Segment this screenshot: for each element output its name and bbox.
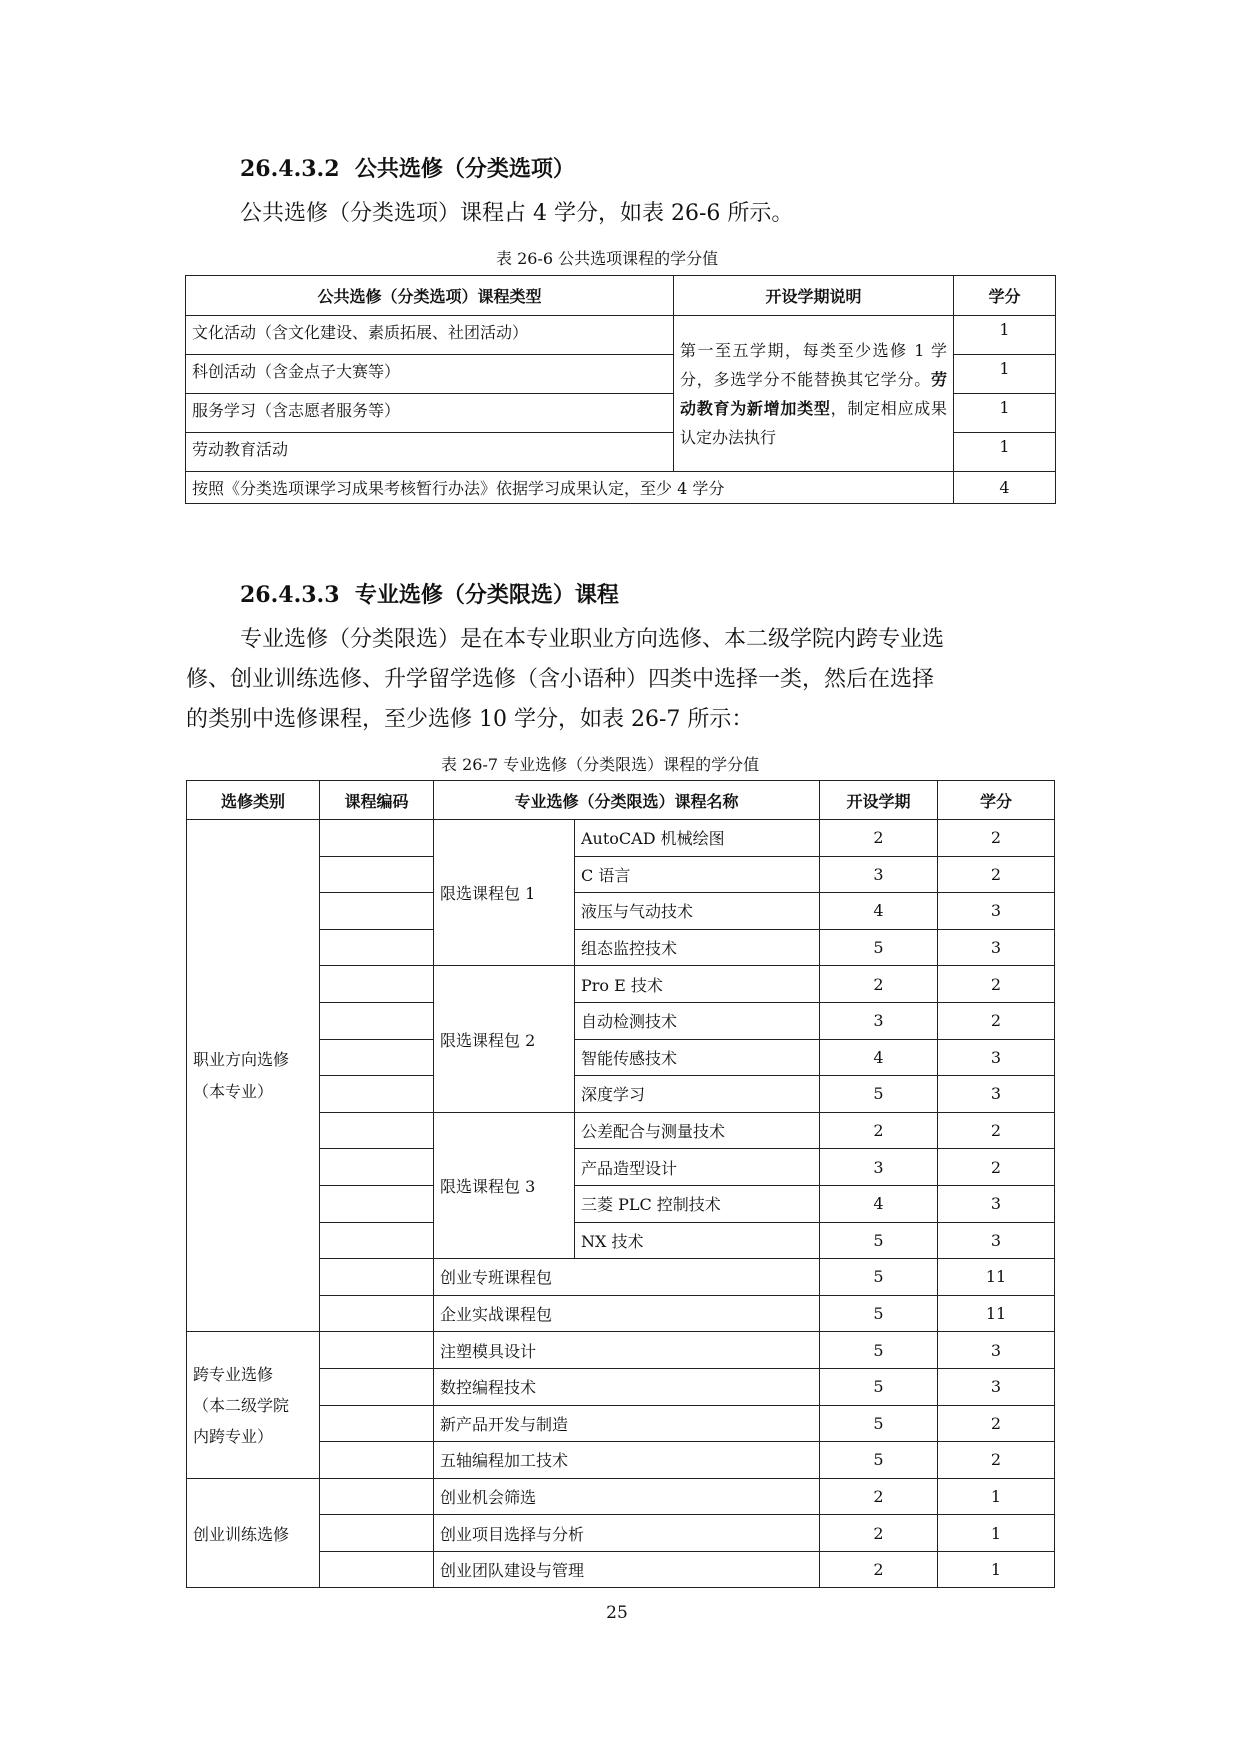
term-cell: 5 [820,1222,938,1259]
course-name-cell: 智能传感技术 [575,1039,820,1076]
course-type-cell: 科创活动（含金点子大赛等） [186,355,674,394]
table-footer-row [186,472,1056,504]
credit-cell: 3 [938,1039,1055,1076]
credit-cell: 1 [954,394,1056,433]
credit-cell: 11 [938,1259,1055,1296]
credit-cell: 3 [938,1222,1055,1259]
course-code-cell [320,856,434,893]
col-header-type: 公共选修（分类选项）课程类型 [186,276,674,316]
credits-table-26-6 [185,275,1056,504]
course-name-cell: 企业实战课程包 [434,1295,820,1332]
course-code-cell [320,1442,434,1479]
col-header-credit: 学分 [938,781,1055,820]
section-heading-26-4-3-2 [240,152,575,183]
section2-paragraph-line2: 修、创业训练选修、升学留学选修（含小语种）四类中选择一类，然后在选择 [186,667,935,692]
category-cell-cross-major [187,1332,320,1478]
course-code-cell [320,1478,434,1515]
term-cell: 4 [820,893,938,930]
course-name-cell: 创业机会筛选 [434,1478,820,1515]
course-name-cell: 数控编程技术 [434,1368,820,1405]
heading-text: 专业选修（分类限选）课程 [354,582,619,608]
course-code-cell [320,1039,434,1076]
section2-paragraph-line1: 专业选修（分类限选）是在本专业职业方向选修、本二级学院内跨专业选 [240,627,945,652]
note-text-end: ，制定相应成果认定办法执行 [680,398,947,447]
category-cell-entrepreneurship: 创业训练选修 [187,1478,320,1588]
footer-text-cell: 按照《分类选项课学习成果考核暂行办法》依据学习成果认定，至少 4 学分 [186,472,954,504]
section-heading-26-4-3-3 [240,578,619,609]
credit-cell: 2 [938,856,1055,893]
course-name-cell: 组态监控技术 [575,929,820,966]
course-name-cell: 注塑模具设计 [434,1332,820,1369]
term-cell: 2 [820,1112,938,1149]
heading-number: 26.4.3.3 [240,582,340,608]
course-code-cell [320,1515,434,1552]
course-name-cell: NX 技术 [575,1222,820,1259]
course-code-cell [320,1185,434,1222]
term-cell: 3 [820,856,938,893]
table-header-row [187,781,1055,820]
course-code-cell [320,1112,434,1149]
term-cell: 5 [820,1442,938,1479]
col-header-credit: 学分 [954,276,1056,316]
heading-text: 公共选修（分类选项） [354,156,575,182]
course-type-cell: 劳动教育活动 [186,433,674,472]
course-name-cell: 自动检测技术 [575,1002,820,1039]
package-cell: 限选课程包 1 [434,820,575,966]
credit-cell: 11 [938,1295,1055,1332]
credit-cell: 2 [938,1112,1055,1149]
course-code-cell [320,966,434,1003]
term-cell: 4 [820,1039,938,1076]
credit-cell: 3 [938,1368,1055,1405]
section2-paragraph-line3: 的类别中选修课程，至少选修 10 学分，如表 26-7 所示： [186,707,754,732]
table-row [186,316,1056,355]
page-number: 25 [606,1603,628,1623]
course-code-cell [320,929,434,966]
course-name-cell: 深度学习 [575,1076,820,1113]
term-cell: 4 [820,1185,938,1222]
term-description-cell [674,316,954,472]
credit-cell: 3 [938,893,1055,930]
credit-cell: 2 [938,1405,1055,1442]
table-header-row [186,276,1056,316]
credits-table-26-7 [186,780,1055,1588]
credit-cell: 1 [954,355,1056,394]
credit-cell: 2 [938,820,1055,857]
course-code-cell [320,1222,434,1259]
credit-cell: 2 [938,1002,1055,1039]
term-cell: 5 [820,1076,938,1113]
col-header-category: 选修类别 [187,781,320,820]
term-cell: 5 [820,929,938,966]
term-cell: 5 [820,1405,938,1442]
course-code-cell [320,1149,434,1186]
credit-cell: 3 [938,1185,1055,1222]
course-code-cell [320,820,434,857]
term-cell: 5 [820,1259,938,1296]
course-code-cell [320,1551,434,1588]
credit-cell: 1 [938,1478,1055,1515]
term-cell: 3 [820,1149,938,1186]
col-header-term: 开设学期 [820,781,938,820]
credit-cell: 2 [938,966,1055,1003]
table-row [187,1332,1055,1369]
term-cell: 5 [820,1332,938,1369]
category-sublabel: （本二级学院 [193,1395,290,1415]
term-cell: 2 [820,1478,938,1515]
table2-caption: 表 26-7 专业选修（分类限选）课程的学分值 [441,755,760,774]
category-sublabel: 内跨专业） [193,1426,274,1446]
note-bold-text: 劳动教育为新增加类型 [680,369,947,418]
term-cell: 2 [820,1551,938,1588]
credit-cell: 1 [938,1515,1055,1552]
section1-paragraph: 公共选修（分类选项）课程占 4 学分，如表 26-6 所示。 [240,201,794,226]
course-name-cell: 创业团队建设与管理 [434,1551,820,1588]
course-name-cell: 公差配合与测量技术 [575,1112,820,1149]
course-name-cell: 创业项目选择与分析 [434,1515,820,1552]
category-label: 职业方向选修 [193,1049,290,1069]
package-cell: 限选课程包 2 [434,966,575,1112]
course-code-cell [320,1076,434,1113]
course-type-cell: 服务学习（含志愿者服务等） [186,394,674,433]
credit-cell: 2 [938,1442,1055,1479]
term-cell: 2 [820,820,938,857]
course-code-cell [320,1332,434,1369]
col-header-term-desc: 开设学期说明 [674,276,954,316]
course-name-cell: 新产品开发与制造 [434,1405,820,1442]
col-header-course-name: 专业选修（分类限选）课程名称 [434,781,820,820]
category-label: 跨专业选修 [193,1364,274,1384]
term-cell: 2 [820,966,938,1003]
course-name-cell: 创业专班课程包 [434,1259,820,1296]
credit-cell: 1 [954,433,1056,472]
credit-cell: 3 [938,929,1055,966]
course-name-cell: 三菱 PLC 控制技术 [575,1185,820,1222]
course-code-cell [320,1368,434,1405]
course-type-cell: 文化活动（含文化建设、素质拓展、社团活动） [186,316,674,355]
course-code-cell [320,1002,434,1039]
footer-credit-cell: 4 [954,472,1056,504]
heading-number: 26.4.3.2 [240,156,340,182]
course-name-cell: AutoCAD 机械绘图 [575,820,820,857]
table-row [187,820,1055,857]
course-name-cell: 五轴编程加工技术 [434,1442,820,1479]
course-code-cell [320,893,434,930]
course-name-cell: 产品造型设计 [575,1149,820,1186]
course-code-cell [320,1405,434,1442]
note-text: 第一至五学期，每类至少选修 1 学分，多选学分不能替换其它学分。 [680,340,947,389]
term-cell: 5 [820,1295,938,1332]
credit-cell: 3 [938,1076,1055,1113]
category-sublabel: （本专业） [193,1081,274,1101]
credit-cell: 1 [954,316,1056,355]
table1-caption: 表 26-6 公共选项课程的学分值 [496,249,719,268]
credit-cell: 3 [938,1332,1055,1369]
table-row [187,1478,1055,1515]
course-name-cell: Pro E 技术 [575,966,820,1003]
term-cell: 5 [820,1368,938,1405]
course-name-cell: 液压与气动技术 [575,893,820,930]
package-cell: 限选课程包 3 [434,1112,575,1258]
credit-cell: 1 [938,1551,1055,1588]
term-cell: 2 [820,1515,938,1552]
credit-cell: 2 [938,1149,1055,1186]
category-cell-career [187,820,320,1332]
course-name-cell: C 语言 [575,856,820,893]
col-header-code: 课程编码 [320,781,434,820]
course-code-cell [320,1295,434,1332]
term-cell: 3 [820,1002,938,1039]
course-code-cell [320,1259,434,1296]
